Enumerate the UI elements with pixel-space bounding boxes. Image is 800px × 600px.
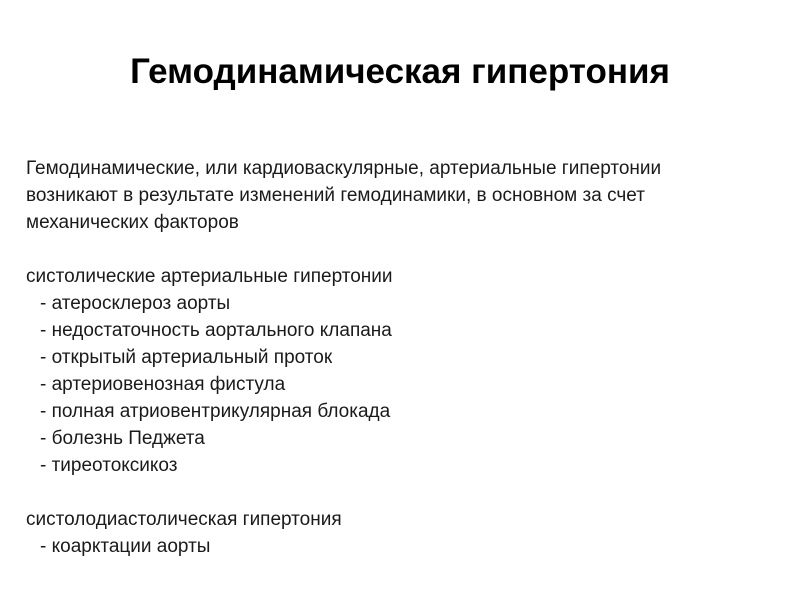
list-item: - атеросклероз аорты [40, 293, 231, 314]
cause-list [26, 290, 786, 479]
list-item: - полная атриовентрикулярная блокада [40, 401, 391, 422]
slide-title: Гемодинамическая гипертония [130, 52, 670, 91]
list-item: - коарктации аорты [40, 536, 211, 557]
section-heading: систолодиастолическая гипертония [26, 509, 342, 530]
section-systolic [26, 263, 786, 479]
intro-line: возникают в результате изменений гемодинамики, в основном за счет [26, 185, 645, 206]
list-item: - открытый артериальный проток [40, 347, 333, 368]
list-item: - недостаточность аортального клапана [40, 320, 392, 341]
intro-line: Гемодинамические, или кардиоваскулярные, артериальные гипертонии [26, 158, 662, 179]
section-heading: систолические артериальные гипертонии [26, 266, 393, 287]
intro-line: механических факторов [26, 212, 239, 233]
list-item: - артериовенозная фистула [40, 374, 286, 395]
slide-body [26, 155, 786, 560]
section-systolodiastolic [26, 506, 786, 560]
cause-list [26, 533, 786, 560]
intro-paragraph [26, 155, 786, 236]
list-item: - тиреотоксикоз [40, 455, 178, 476]
list-item: - болезнь Педжета [40, 428, 205, 449]
